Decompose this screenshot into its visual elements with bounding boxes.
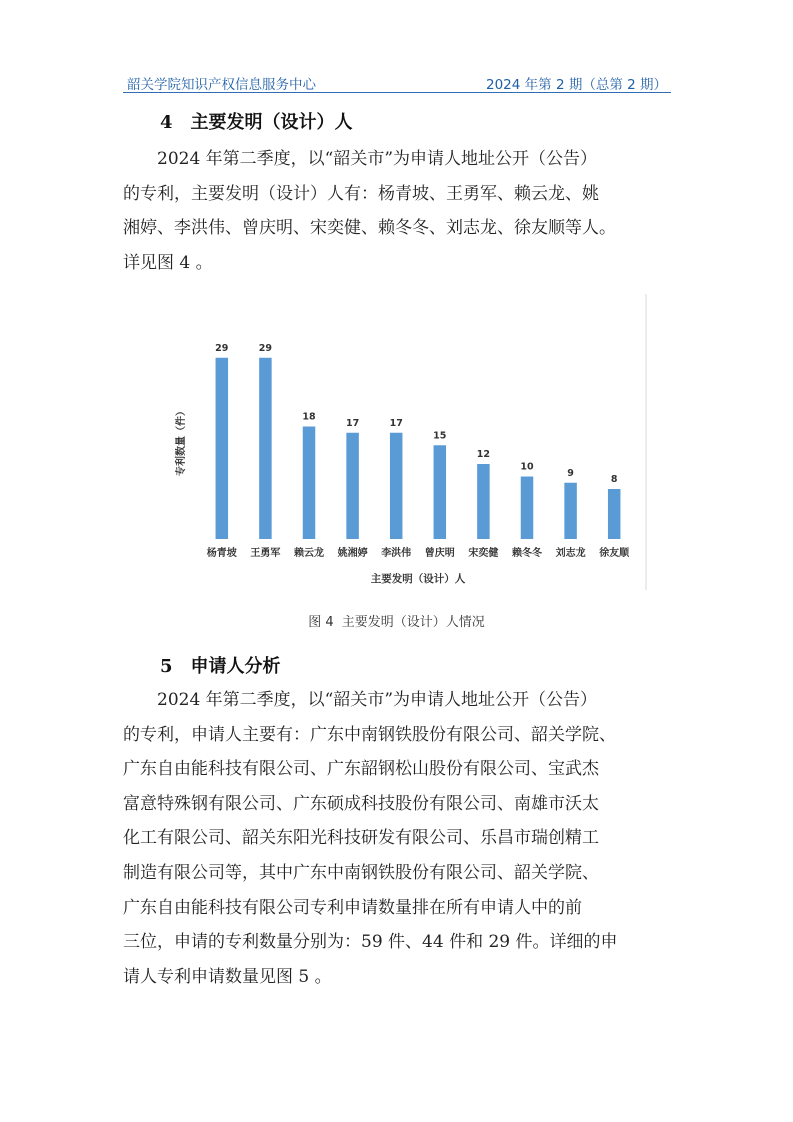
chart-bar [564, 483, 577, 539]
chart-value-label: 17 [389, 417, 403, 429]
inventor-bar-chart-svg [170, 294, 648, 590]
figure-4-label: 图 4 [308, 615, 334, 630]
chart-value-label: 10 [520, 461, 534, 473]
figure-4-title: 主要发明（设计）人情况 [341, 615, 485, 630]
chart-bar [434, 445, 447, 539]
chart-y-axis-label: 专利数量（件） [176, 406, 187, 476]
section-4-number: 4 [160, 112, 173, 133]
chart-x-tick-label: 徐友顺 [599, 548, 630, 559]
paragraph-line: 广东自由能科技有限公司、广东韶钢松山股份有限公司、宝武杰 [123, 759, 599, 780]
chart-x-tick-label: 姚湘婷 [337, 548, 368, 559]
chart-value-label: 9 [567, 467, 574, 479]
chart-x-tick-label: 赖冬冬 [512, 548, 542, 559]
chart-x-tick-label: 李洪伟 [381, 548, 412, 559]
section-4-paragraph [123, 142, 678, 280]
inventor-bar-chart [170, 294, 648, 590]
figure-4-caption [0, 611, 793, 630]
chart-bar [346, 433, 359, 539]
chart-bar [259, 358, 272, 539]
chart-bars [216, 358, 621, 539]
chart-x-tick-label: 王勇军 [250, 548, 281, 559]
paragraph-line: 湘婷、李洪伟、曾庆明、宋奕健、赖冬冬、刘志龙、徐友顺等人。 [123, 218, 616, 239]
section-5-paragraph [123, 683, 678, 994]
chart-x-tick-label: 刘志龙 [555, 548, 586, 559]
paragraph-line: 三位，申请的专利数量分别为：59 件、44 件和 29 件。详细的申 [123, 932, 618, 953]
section-5-title: 申请人分析 [190, 656, 281, 677]
chart-bar [477, 464, 490, 539]
paragraph-line: 广东自由能科技有限公司专利申请数量排在所有申请人中的前 [123, 897, 582, 918]
chart-bar [521, 477, 534, 540]
chart-value-label: 29 [215, 342, 229, 354]
chart-x-tick-labels [207, 546, 630, 559]
chart-value-label: 8 [610, 474, 618, 485]
chart-x-tick-label: 杨青坡 [206, 548, 237, 559]
paragraph-line: 的专利，申请人主要有：广东中南钢铁股份有限公司、韶关学院、 [123, 724, 616, 745]
paragraph-line: 2024 年第二季度，以“韶关市”为申请人地址公开（公告） [157, 149, 598, 169]
paragraph-line: 制造有限公司等，其中广东中南钢铁股份有限公司、韶关学院、 [123, 862, 599, 883]
chart-bar [216, 358, 229, 539]
header-issue-info: 2024 年第 2 期（总第 2 期） [486, 77, 667, 93]
chart-value-label: 17 [345, 417, 360, 429]
header-org-name: 韶关学院知识产权信息服务中心 [127, 77, 316, 93]
paragraph-line: 富意特殊钢有限公司、广东硕成科技股份有限公司、南雄市沃太 [123, 793, 599, 814]
chart-bar [390, 433, 403, 539]
section-5-heading [160, 652, 281, 678]
chart-value-label: 12 [476, 449, 491, 460]
chart-x-tick-label: 曾庆明 [424, 548, 455, 559]
chart-x-tick-label: 宋奕健 [468, 548, 499, 559]
chart-value-label: 15 [433, 430, 447, 442]
chart-value-label: 29 [258, 342, 273, 354]
paragraph-line: 2024 年第二季度，以“韶关市”为申请人地址公开（公告） [157, 690, 598, 710]
chart-bar [303, 427, 316, 540]
section-4-heading [160, 108, 353, 134]
paragraph-line: 请人专利申请数量见图 5 。 [123, 966, 332, 987]
page-header [123, 70, 671, 93]
paragraph-line: 的专利，主要发明（设计）人有：杨青坡、王勇军、赖云龙、姚 [123, 183, 599, 204]
chart-x-tick-label: 赖云龙 [294, 548, 324, 559]
chart-value-labels [215, 343, 618, 485]
paragraph-line: 化工有限公司、韶关东阳光科技研发有限公司、乐昌市瑞创精工 [123, 828, 599, 849]
chart-bar [608, 489, 621, 539]
chart-x-axis-label: 主要发明（设计）人 [370, 573, 466, 585]
section-4-title: 主要发明（设计）人 [190, 112, 353, 133]
paragraph-line: 详见图 4 。 [123, 252, 213, 273]
chart-value-label: 18 [302, 411, 316, 423]
section-5-number: 5 [160, 656, 173, 677]
